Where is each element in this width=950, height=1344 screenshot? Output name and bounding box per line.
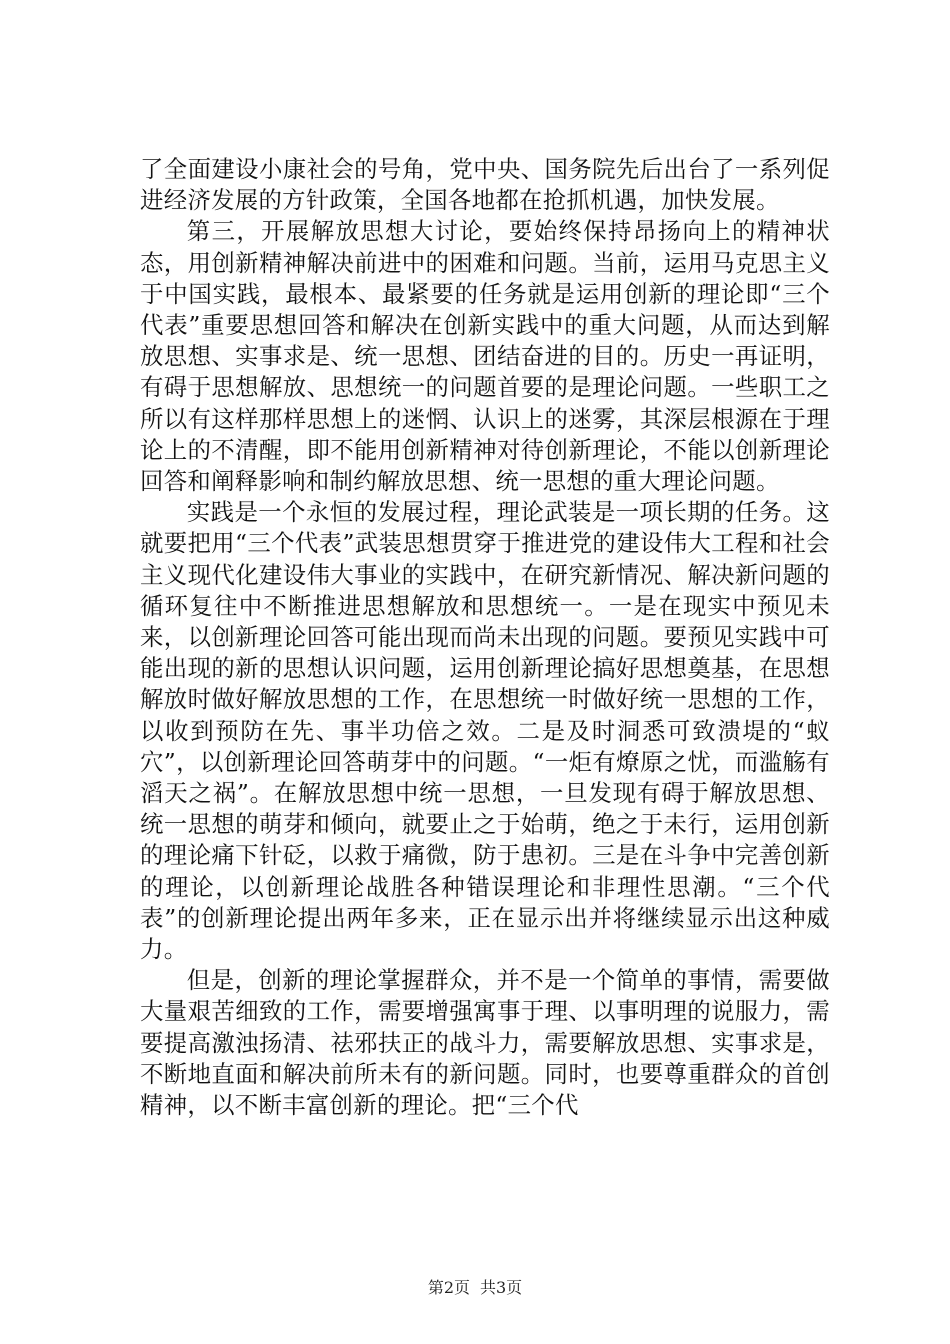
page-number-total: 共3页: [480, 1278, 523, 1297]
paragraph-practice: 实践是一个永恒的发展过程，理论武装是一项长期的任务。这就要把用“三个代表”武装思想贯穿于推进党的建设伟大工程和社会主义现代化建设伟大事业的实践中，在研究新情况、解决新问题的循环复往中不断推进思想解放和思想统一。一是在现实中预见未来，以创新理论回答可能出现而尚未出现的问题。要预见实践中可能出现的新的思想认识问题，运用创新理论搞好思想奠基，在思想解放时做好解放思想的工作，在思想统一时做好统一思想的工作，以收到预防在先、事半功倍之效。二是及时洞悉可致溃堤的“蚁穴”，以创新理论回答萌芽中的问题。“一炬有燎原之忧，而滥觞有滔天之祸”。在解放思想中统一思想，一旦发现有碍于解放思想、统一思想的萌芽和倾向，就要止之于始萌，绝之于未行，运用创新的理论痛下针砭，以救于痛微，防于患初。三是在斗争中完善创新的理论，以创新理论战胜各种错误理论和非理性思潮。“三个代表”的创新理论提出两年多来，正在显示出并将继续显示出这种威力。: [140, 498, 830, 964]
paragraph-continuation: 了全面建设小康社会的号角，党中央、国务院先后出台了一系列促进经济发展的方针政策，全国各地都在抢抓机遇，加快发展。: [140, 155, 830, 215]
page-number-current: 第2页: [427, 1278, 470, 1297]
paragraph-third-point: 第三，开展解放思想大讨论，要始终保持昂扬向上的精神状态，用创新精神解决前进中的困难和问题。当前，运用马克思主义于中国实践，最根本、最紧要的任务就是运用创新的理论即“三个代表”重要思想回答和解决在创新实践中的重大问题，从而达到解放思想、实事求是、统一思想、团结奋进的目的。历史一再证明，有碍于思想解放、思想统一的问题首要的是理论问题。一些职工之所以有这样那样思想上的迷惘、认识上的迷雾，其深层根源在于理论上的不清醒，即不能用创新精神对待创新理论，不能以创新理论回答和阐释影响和制约解放思想、统一思想的重大理论问题。: [140, 217, 830, 496]
document-body: [140, 154, 830, 1121]
paragraph-however: 但是，创新的理论掌握群众，并不是一个简单的事情，需要做大量艰苦细致的工作，需要增强寓事于理、以事明理的说服力，需要提高激浊扬清、祛邪扶正的战斗力，需要解放思想、实事求是，不断地直面和解决前所未有的新问题。同时，也要尊重群众的首创精神，以不断丰富创新的理论。把“三个代: [140, 966, 830, 1120]
page-footer: [0, 1278, 950, 1298]
